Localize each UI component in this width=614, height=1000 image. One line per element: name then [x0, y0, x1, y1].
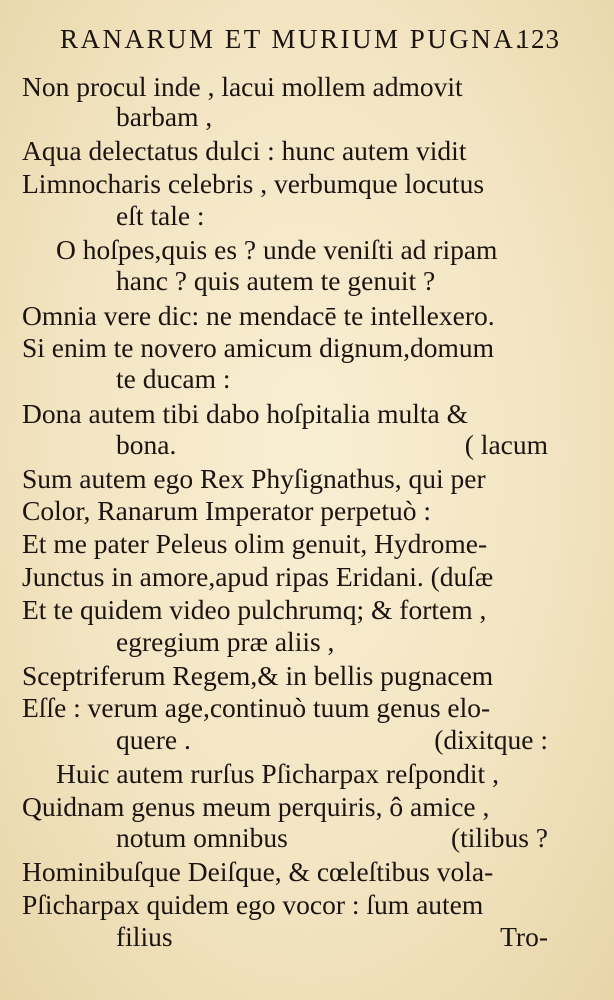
- text-line-catchword: (dixitque :: [434, 724, 548, 755]
- text-line: Eſſe : verum age,continuò tuum genus elo-: [22, 692, 491, 723]
- text-line: bona.: [116, 429, 177, 460]
- text-line: te ducam :: [116, 363, 231, 394]
- text-line: Huic autem rurſus Pſicharpax reſpondit ,: [56, 758, 499, 789]
- text-line: Sum autem ego Rex Phyſignathus, qui per: [22, 463, 486, 494]
- text-line: eſt tale :: [116, 200, 205, 231]
- text-line: hanc ? quis autem te genuit ?: [116, 265, 436, 296]
- text-line: Limnocharis celebris , verbumque locutus: [22, 168, 485, 199]
- text-line: barbam ,: [116, 101, 213, 132]
- text-line-catchword: ( lacum: [464, 429, 548, 460]
- text-line: Hominibuſque Deiſque, & cœleſtibus vola-: [22, 856, 494, 887]
- text-line: Si enim te novero amicum dignum,domum: [22, 332, 495, 363]
- text-line: Junctus in amore,apud ripas Eridani. (duſæ: [22, 561, 494, 592]
- text-line: Omnia vere dic: ne mendacē te intellexero.: [22, 300, 495, 331]
- catchword: Tro-: [500, 921, 548, 952]
- running-title: RANARUM ET MURIUM PUGNA.: [60, 24, 525, 54]
- text-line: Color, Ranarum Imperator perpetuò :: [22, 495, 431, 526]
- running-header: [60, 24, 560, 60]
- text-line: Non procul inde , lacui mollem admovit: [22, 71, 463, 102]
- text-line: filius: [116, 921, 173, 952]
- text-line: Sceptriferum Regem,& in bellis pugnacem: [22, 660, 494, 691]
- text-line: Et me pater Peleus olim genuit, Hydrome-: [22, 528, 488, 559]
- text-line: egregium præ aliis ,: [116, 626, 335, 657]
- page-number: 123: [516, 24, 560, 54]
- text-line-catchword: (tilibus ?: [450, 822, 548, 853]
- text-line: Dona autem tibi dabo hoſpitalia multa &: [22, 398, 469, 429]
- text-line: O hoſpes,quis es ? unde veniſti ad ripam: [56, 234, 498, 265]
- text-line: Quidnam genus meum perquiris, ô amice ,: [22, 791, 490, 822]
- text-line: Aqua delectatus dulci : hunc autem vidit: [22, 135, 467, 166]
- text-line: quere .: [116, 724, 191, 755]
- text-line: Et te quidem video pulchrumq; & fortem ,: [22, 594, 487, 625]
- text-line: Pſicharpax quidem ego vocor : ſum autem: [22, 889, 484, 920]
- text-line: notum omnibus: [116, 822, 288, 853]
